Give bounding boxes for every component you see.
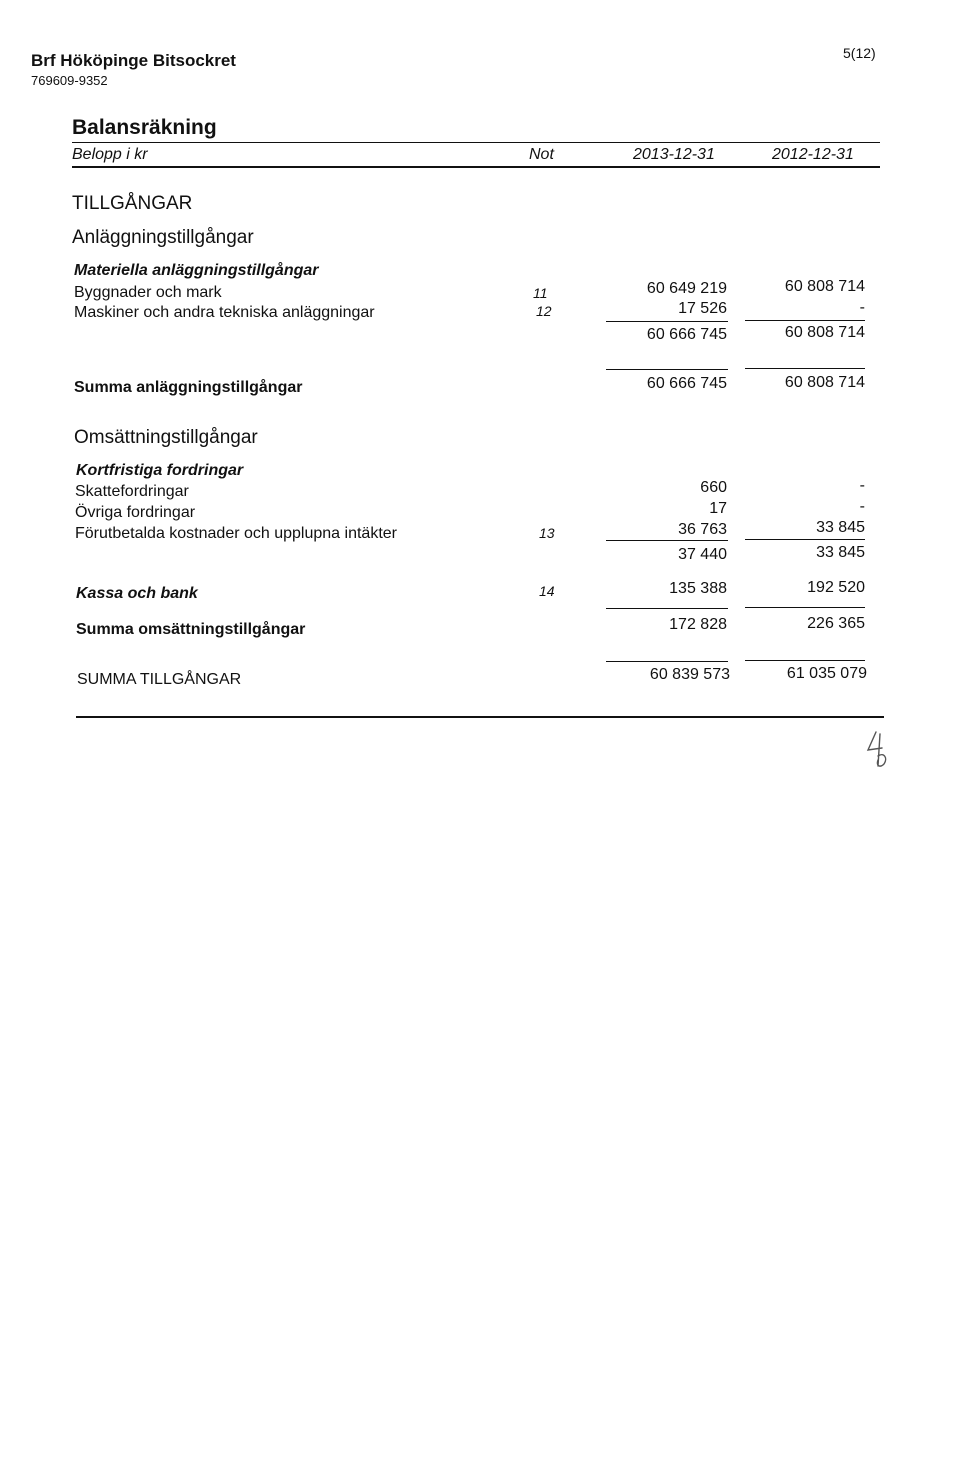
row-label-machinery: Maskiner och andra tekniska anläggningar	[74, 304, 375, 321]
row-2013-machinery: 17 526	[678, 300, 727, 317]
tangible-assets-heading: Materiella anläggningstillgångar	[74, 262, 319, 279]
current-assets-total-label: Summa omsättningstillgångar	[76, 621, 306, 638]
grand-total-label: SUMMA TILLGÅNGAR	[77, 671, 242, 688]
header-rule	[72, 166, 880, 168]
column-label-2013: 2013-12-31	[633, 146, 715, 163]
current-assets-heading: Omsättningstillgångar	[74, 427, 258, 448]
title-rule	[72, 142, 880, 143]
current-assets-total-2013: 172 828	[669, 616, 727, 633]
organization-name: Brf Hököpinge Bitsockret	[31, 51, 236, 70]
statement-title: Balansräkning	[72, 116, 217, 139]
fixed-assets-heading: Anläggningstillgångar	[72, 227, 254, 248]
organization-number: 769609-9352	[31, 73, 108, 88]
fixed-assets-total-2013: 60 666 745	[646, 375, 727, 392]
total-rule-2012	[745, 368, 865, 369]
row-2013-prepaid: 36 763	[678, 521, 727, 538]
row-2012-machinery: -	[859, 299, 865, 316]
bottom-rule	[76, 716, 884, 718]
receivables-heading: Kortfristiga fordringar	[76, 462, 244, 479]
subtotal-2012-receivables: 33 845	[816, 544, 865, 561]
row-2013-other-receivables: 17	[709, 500, 727, 517]
row-2012-buildings: 60 808 714	[784, 278, 865, 295]
receivables-rule-2012	[745, 539, 865, 540]
cash-2012: 192 520	[807, 579, 865, 596]
row-note-buildings: 11	[533, 285, 548, 301]
grand-total-2012: 61 035 079	[786, 665, 867, 682]
row-2012-other-receivables: -	[859, 498, 865, 515]
cash-2013: 135 388	[669, 580, 727, 597]
subtotal-2013-tangible: 60 666 745	[646, 326, 727, 343]
assets-heading: TILLGÅNGAR	[72, 193, 193, 214]
current-assets-total-2012: 226 365	[807, 615, 865, 632]
page-number: 5(12)	[843, 45, 876, 61]
grand-total-rule-2013	[606, 661, 728, 662]
grand-total-2013: 60 839 573	[649, 666, 730, 683]
column-label-amount: Belopp i kr	[72, 146, 148, 163]
grand-total-rule-2012	[745, 660, 865, 661]
handwritten-initial	[858, 722, 898, 772]
subtotal-rule-2012	[745, 320, 865, 321]
row-2012-prepaid: 33 845	[816, 519, 865, 536]
fixed-assets-total-2012: 60 808 714	[784, 374, 865, 391]
receivables-rule-2013	[606, 540, 728, 541]
subtotal-rule-2013	[606, 321, 728, 322]
current-total-rule-2013	[606, 608, 728, 609]
subtotal-2012-tangible: 60 808 714	[784, 324, 865, 341]
total-rule-2013	[606, 369, 728, 370]
row-2012-tax-receivables: -	[859, 477, 865, 494]
row-note-prepaid: 13	[539, 525, 555, 541]
row-2013-buildings: 60 649 219	[646, 280, 727, 297]
row-label-other-receivables: Övriga fordringar	[75, 504, 196, 521]
row-label-buildings: Byggnader och mark	[74, 284, 222, 301]
row-label-prepaid: Förutbetalda kostnader och upplupna intäkter	[75, 525, 397, 542]
column-label-2012: 2012-12-31	[772, 146, 854, 163]
fixed-assets-total-label: Summa anläggningstillgångar	[74, 379, 303, 396]
subtotal-2013-receivables: 37 440	[678, 546, 727, 563]
cash-note: 14	[539, 583, 555, 599]
row-label-tax-receivables: Skattefordringar	[75, 483, 189, 500]
column-label-note: Not	[529, 146, 554, 163]
cash-label: Kassa och bank	[76, 585, 198, 602]
row-note-machinery: 12	[536, 303, 552, 319]
row-2013-tax-receivables: 660	[700, 479, 727, 496]
current-total-rule-2012	[745, 607, 865, 608]
